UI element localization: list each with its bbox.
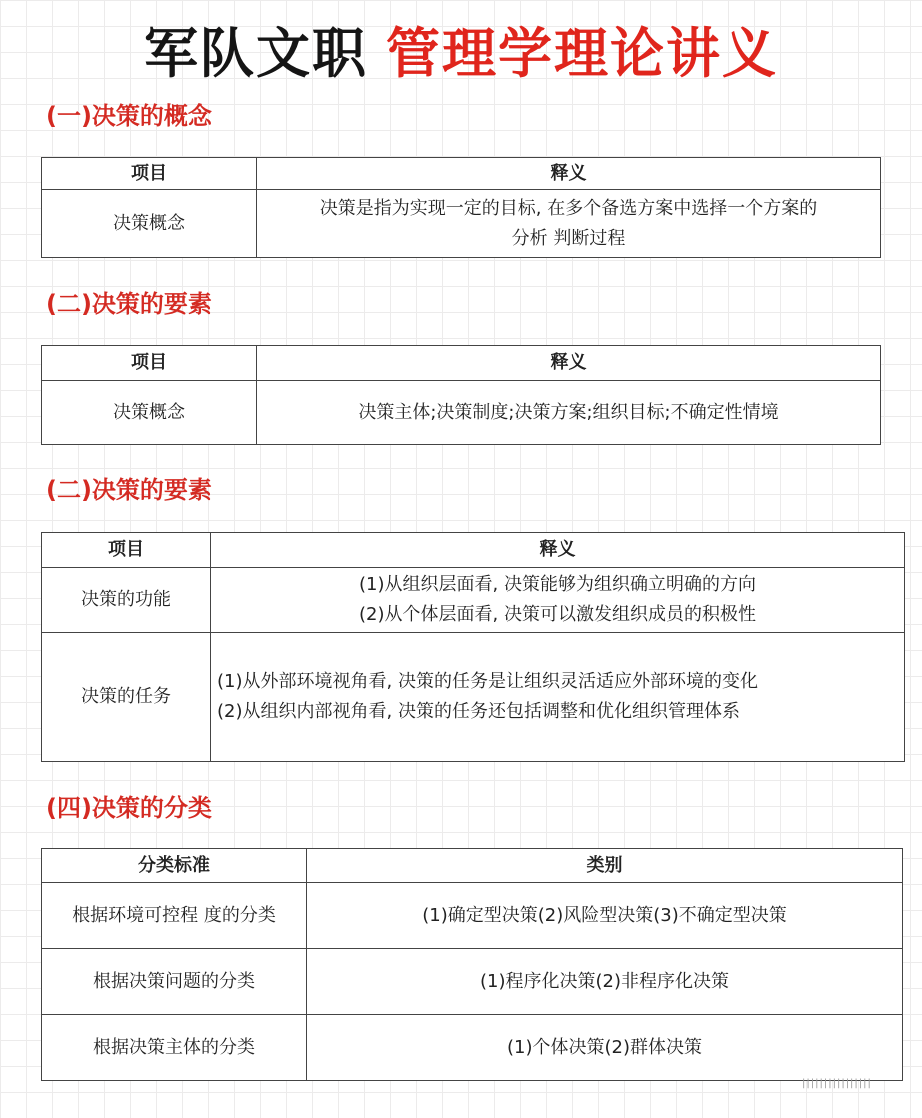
header-criterion: 分类标准 [42, 849, 307, 883]
value-line: 决策是指为实现一定的目标, 在多个备选方案中选择一个方案的 [319, 197, 818, 219]
elements-table [41, 345, 881, 445]
row-value [307, 883, 903, 949]
row-value [307, 1015, 903, 1081]
concept-table [41, 157, 881, 258]
header-item: 项目 [42, 346, 257, 381]
table-row [42, 568, 905, 633]
header-meaning: 释义 [257, 158, 881, 190]
value-line: 决策主体;决策制度;决策方案;组织目标;不确定性情境 [358, 401, 779, 423]
table-header-row [42, 533, 905, 568]
table-row [42, 883, 903, 949]
value-line: (1)从组织层面看, 决策能够为组织确立明确的方向 [359, 574, 756, 595]
row-value [211, 568, 905, 633]
table-header-row [42, 346, 881, 381]
row-label: 决策概念 [42, 190, 257, 258]
value-line: (1)确定型决策(2)风险型决策(3)不确定型决策 [422, 904, 787, 926]
row-label: 决策的任务 [42, 633, 211, 762]
title-part-red: 管理学理论讲义 [386, 22, 778, 85]
table-row [42, 633, 905, 762]
value-line: (2)从组织内部视角看, 决策的任务还包括调整和优化组织管理体系 [217, 701, 740, 722]
watermark: |||||||||||||||| [802, 1078, 872, 1089]
section-heading-elements-2: (二)决策的要素 [46, 476, 212, 504]
header-item: 项目 [42, 158, 257, 190]
function-table [41, 532, 905, 762]
section-heading-classification: (四)决策的分类 [46, 794, 212, 822]
header-item: 项目 [42, 533, 211, 568]
row-label: 根据决策主体的分类 [42, 1015, 307, 1081]
section-heading-concept: (一)决策的概念 [46, 102, 212, 130]
value-line: (1)程序化决策(2)非程序化决策 [480, 970, 729, 992]
row-label: 根据决策问题的分类 [42, 949, 307, 1015]
table-header-row [42, 849, 903, 883]
title-part-black: 军队文职 [144, 22, 368, 85]
row-value [257, 381, 881, 445]
table-row [42, 190, 881, 258]
row-value [307, 949, 903, 1015]
header-meaning: 释义 [257, 346, 881, 381]
table-row [42, 1015, 903, 1081]
header-meaning: 释义 [211, 533, 905, 568]
value-line: (2)从个体层面看, 决策可以激发组织成员的积极性 [359, 604, 756, 625]
classification-table [41, 848, 903, 1081]
row-label: 根据环境可控程 度的分类 [42, 883, 307, 949]
row-label: 决策的功能 [42, 568, 211, 633]
value-line: (1)从外部环境视角看, 决策的任务是让组织灵活适应外部环境的变化 [217, 671, 758, 692]
row-label: 决策概念 [42, 381, 257, 445]
row-value [257, 190, 881, 258]
table-row [42, 381, 881, 445]
value-line: (1)个体决策(2)群体决策 [507, 1036, 702, 1058]
table-row [42, 949, 903, 1015]
header-category: 类别 [307, 849, 903, 883]
page-title [0, 16, 922, 92]
value-line: 分析 判断过程 [511, 227, 626, 249]
table-header-row [42, 158, 881, 190]
section-heading-elements: (二)决策的要素 [46, 290, 212, 318]
row-value [211, 633, 905, 762]
